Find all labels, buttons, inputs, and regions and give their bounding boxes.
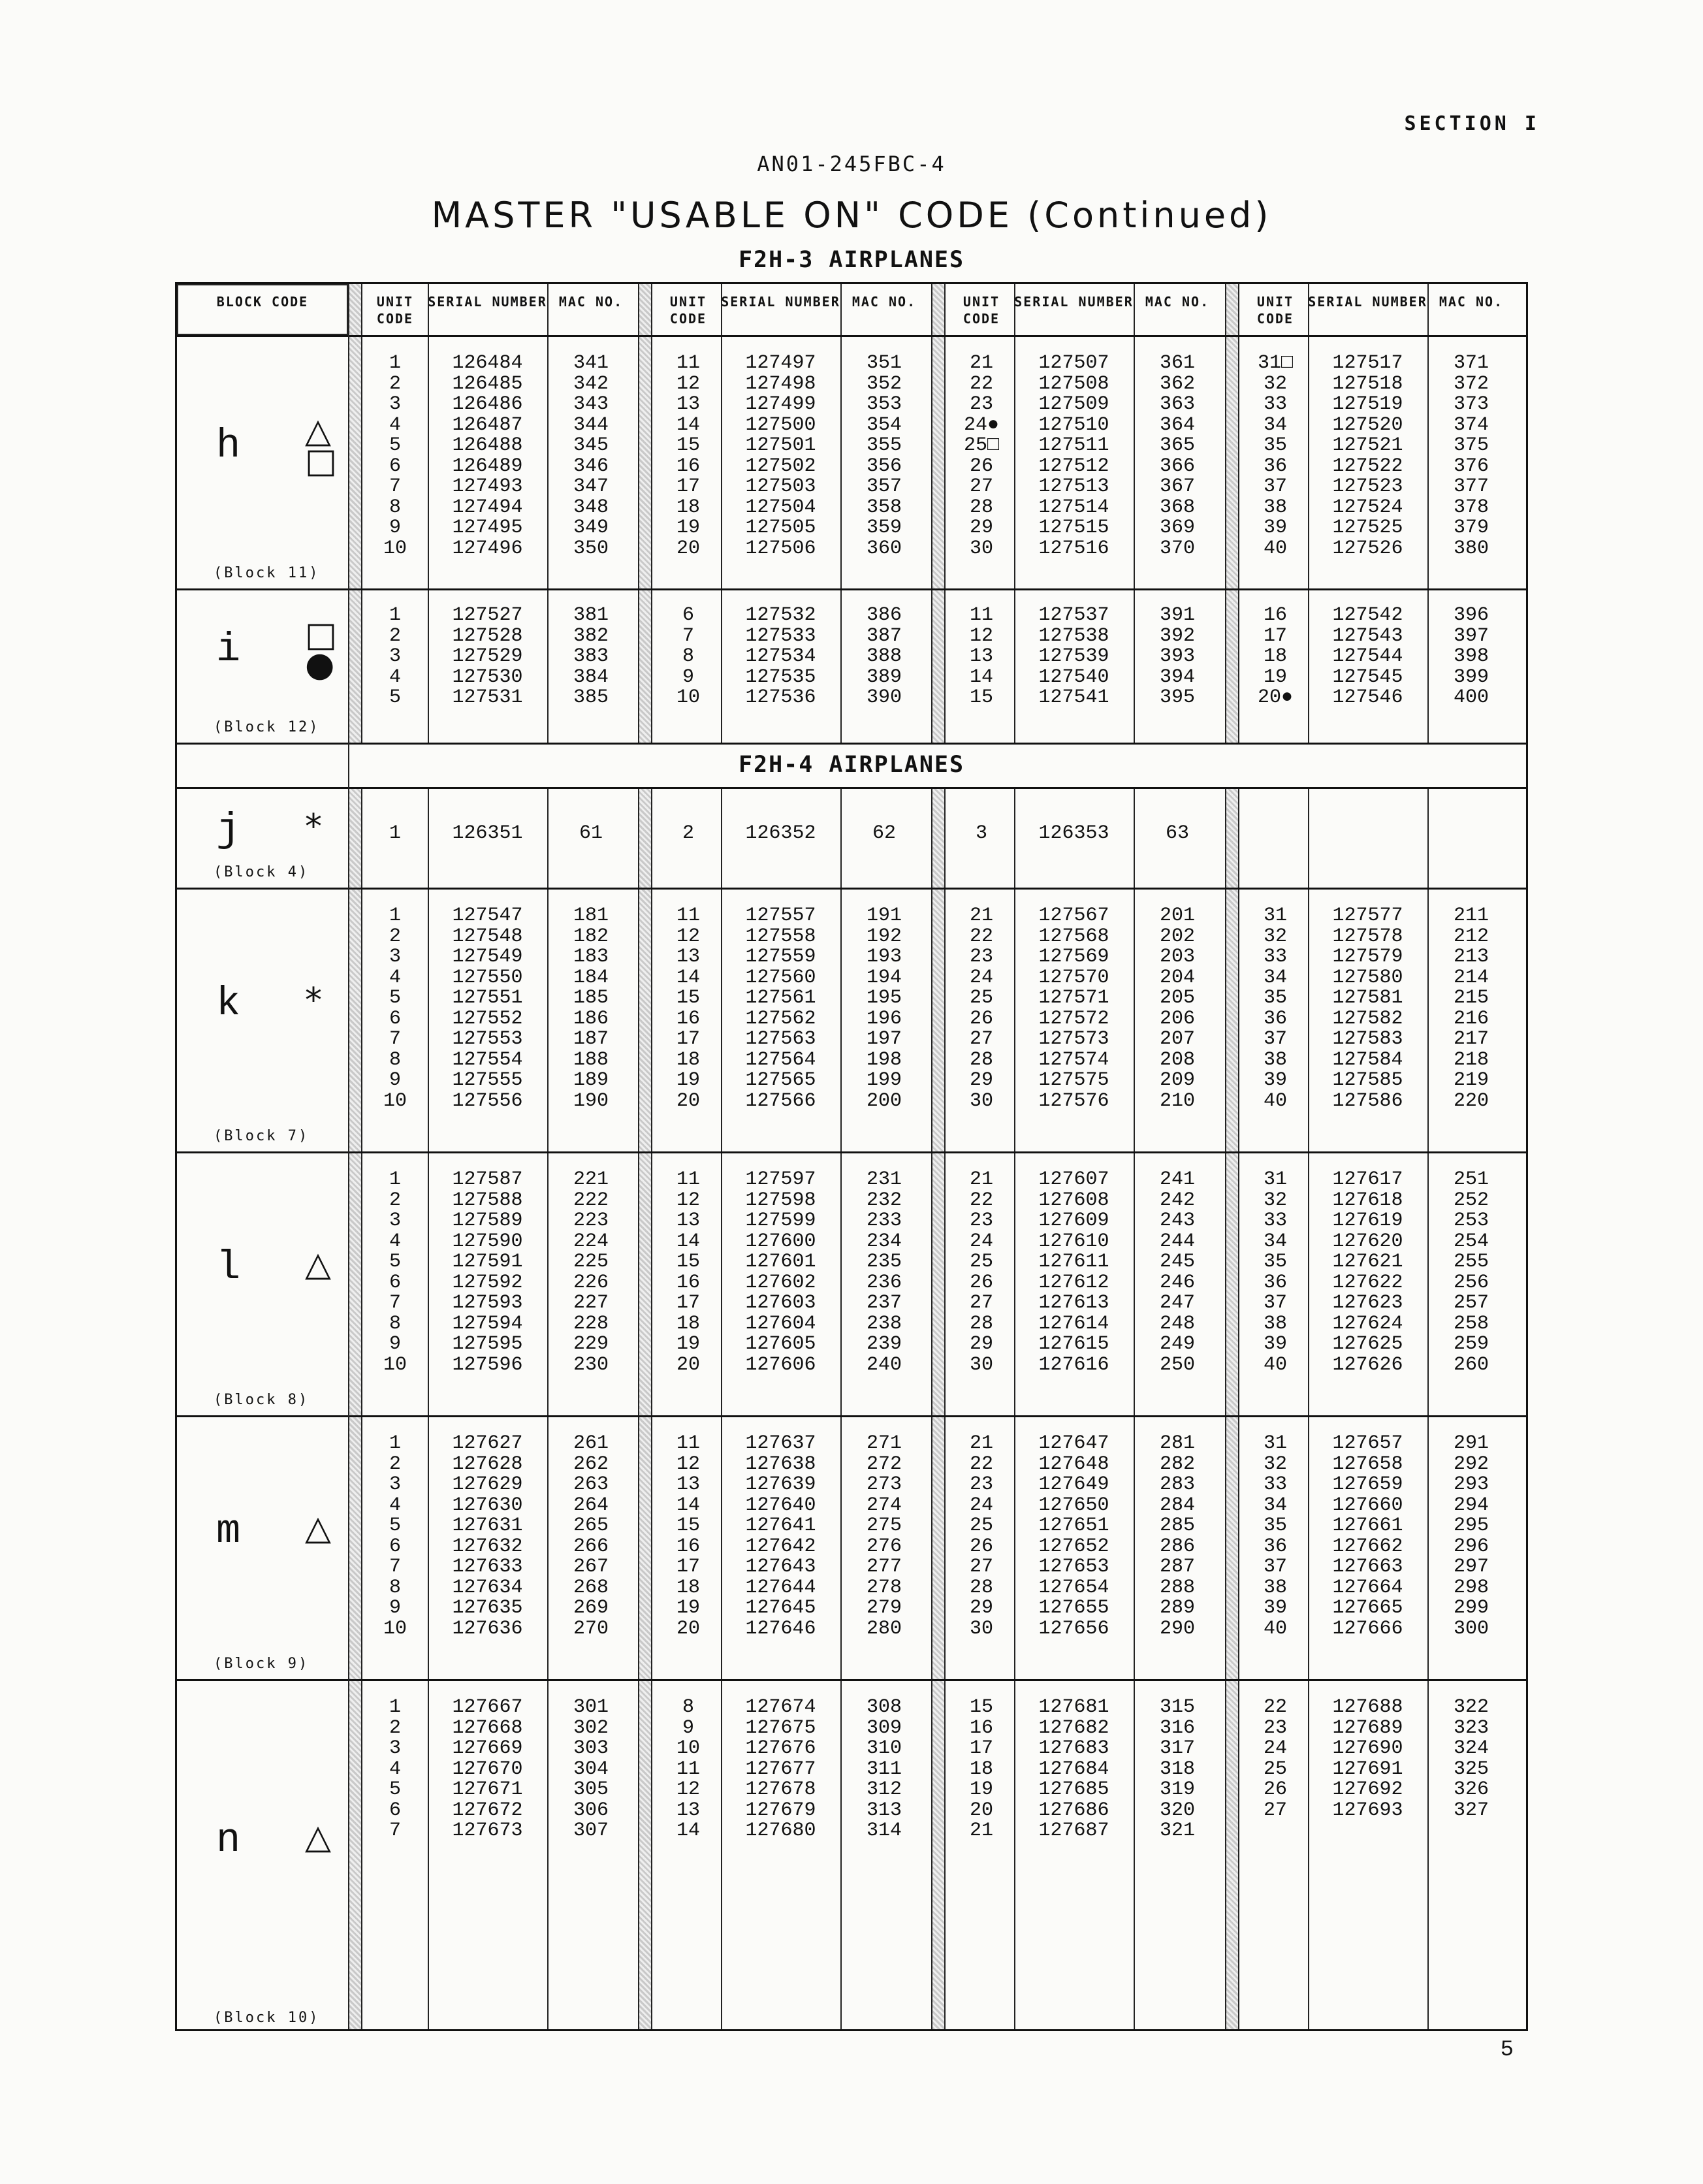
block-row-rule [177,1151,1526,1153]
mac-number-column: 271 272 273 274 275 276 277 278 279 280 [866,1432,902,1640]
block-label: (Block 9) [214,1656,310,1672]
serial-number-header: SERIAL NUMBER [1308,294,1427,310]
mac-number-column: 361 362 363 364 365 366 367 368 369 370 [1159,352,1195,560]
mac-number-column: 281 282 283 284 285 286 287 288 289 290 [1159,1432,1195,1640]
page-title: MASTER "USABLE ON" CODE (Continued) [431,195,1272,236]
block-code-divider [348,284,349,2029]
block-row-rule [177,888,1526,890]
mac-number-column: 308 309 310 311 312 313 314 [866,1696,902,1842]
unit-code-header: UNIT CODE [669,294,707,327]
header-bottom-rule [177,335,1526,337]
mac-number-column: 371 372 373 374 375 376 377 378 379 380 [1453,352,1489,560]
serial-number-header: SERIAL NUMBER [721,294,840,310]
mac-number-column: 261 262 263 264 265 266 267 268 269 270 [573,1432,609,1640]
unit-code-column: 31 32 33 34 35 36 37 38 39 40 [1263,1432,1287,1640]
section-label: SECTION I [1404,112,1540,135]
serial-number-column: 127547 127548 127549 127550 127551 127552 127553 127554 127555 127556 [452,905,523,1112]
mac-number-column: 391 392 393 394 395 [1159,604,1195,709]
mac-number-column: 191 192 193 194 195 196 197 198 199 200 [866,905,902,1112]
block-symbol: □ ● [305,615,338,684]
band-bottom-rule [177,787,1526,789]
block-row-rule [177,588,1526,590]
unit-code-column: 21 22 23 24 25 26 27 28 29 30 [969,1432,993,1640]
page-number: 5 [1500,2038,1514,2063]
mac-number-column: 341 342 343 344 345 346 347 348 349 350 [573,352,609,560]
unit-code-column: 21 22 23 24 25 26 27 28 29 30 [969,905,993,1112]
serial-number-column: 127527 127528 127529 127530 127531 [452,604,523,709]
serial-number-column: 127542 127543 127544 127545 127546 [1332,604,1403,709]
mac-number-column: 381 382 383 384 385 [573,604,609,709]
serial-number-column: 127532 127533 127534 127535 127536 [745,604,816,709]
block-letter: k [216,980,241,1027]
serial-number-column: 127627 127628 127629 127630 127631 127632 127633 127634 127635 127636 [452,1432,523,1640]
usable-on-code-table [175,282,1528,2031]
serial-number-column: 127497 127498 127499 127500 127501 127502 127503 127504 127505 127506 [745,352,816,560]
mac-number-column: 61 [579,822,603,844]
mac-no-header: MAC NO. [1439,294,1504,310]
unit-code-column: 31 32 33 34 35 36 37 38 39 40 [1263,905,1287,1112]
unit-code-header: UNIT CODE [1256,294,1294,327]
unit-code-column: 21 22 23 24● 25□ 26 27 28 29 30 [963,352,999,560]
unit-code-column: 2 [682,822,694,844]
serial-number-column: 126484 126485 126486 126487 126488 126489 127493 127494 127495 127496 [452,352,523,560]
unit-code-header: UNIT CODE [963,294,1000,327]
unit-code-column: 6 7 8 9 10 [676,604,700,709]
mac-number-column: 221 222 223 224 225 226 227 228 229 230 [573,1168,609,1376]
serial-number-column: 127517 127518 127519 127520 127521 127522 127523 127524 127525 127526 [1332,352,1403,560]
unit-code-column: 31 32 33 34 35 36 37 38 39 40 [1263,1168,1287,1376]
serial-number-column: 127688 127689 127690 127691 127692 127693 [1332,1696,1403,1822]
unit-code-column: 11 12 13 14 15 16 17 18 19 20 [676,1432,700,1640]
mac-number-column: 322 323 324 325 326 327 [1453,1696,1489,1822]
unit-code-column: 15 16 17 18 19 20 21 [969,1696,993,1842]
unit-code-column: 1 [389,822,401,844]
mac-number-column: 291 292 293 294 295 296 297 298 299 300 [1453,1432,1489,1640]
unit-code-column: 21 22 23 24 25 26 27 28 29 30 [969,1168,993,1376]
unit-code-column: 8 9 10 11 12 13 14 [676,1696,700,1842]
serial-number-column: 127507 127508 127509 127510 127511 127512 127513 127514 127515 127516 [1038,352,1109,560]
unit-code-column: 11 12 13 14 15 [969,604,993,709]
serial-number-column: 126353 [1038,822,1109,844]
serial-number-column: 127657 127658 127659 127660 127661 127662 127663 127664 127665 127666 [1332,1432,1403,1640]
serial-number-column: 127537 127538 127539 127540 127541 [1038,604,1109,709]
serial-number-column: 127674 127675 127676 127677 127678 127679 127680 [745,1696,816,1842]
unit-code-column: 3 [975,822,987,844]
mac-number-column: 396 397 398 399 400 [1453,604,1489,709]
serial-number-column: 127587 127588 127589 127590 127591 127592 127593 127594 127595 127596 [452,1168,523,1376]
unit-code-column: 22 23 24 25 26 27 [1263,1696,1287,1822]
band-top-rule [177,743,1526,745]
unit-code-column: 1 2 3 4 5 6 7 8 9 10 [383,905,407,1112]
unit-code-column: 31□ 32 33 34 35 36 37 38 39 40 [1257,352,1293,560]
block-letter: h [216,423,241,469]
block-symbol: △ [305,1245,331,1284]
serial-number-column: 126351 [452,822,523,844]
block-letter: n [216,1817,241,1863]
mac-number-column: 386 387 388 389 390 [866,604,902,709]
mac-no-header: MAC NO. [852,294,917,310]
mac-number-column: 315 316 317 318 319 320 321 [1159,1696,1195,1842]
column-separator [348,284,362,2029]
block-label: (Block 7) [214,1128,310,1144]
mac-number-column: 62 [872,822,896,844]
unit-code-column: 1 2 3 4 5 6 7 8 9 10 [383,1432,407,1640]
serial-number-column: 126352 [745,822,816,844]
block-letter: j [216,807,241,853]
mac-no-header: MAC NO. [1145,294,1210,310]
block-symbol: △ [305,1818,331,1857]
mac-number-column: 251 252 253 254 255 256 257 258 259 260 [1453,1168,1489,1376]
column-separator [931,284,946,2029]
unit-code-column: 1 2 3 4 5 6 7 [389,1696,401,1842]
mac-number-column: 301 302 303 304 305 306 307 [573,1696,609,1842]
mac-number-column: 241 242 243 244 245 246 247 248 249 250 [1159,1168,1195,1376]
unit-code-column: 11 12 13 14 15 16 17 18 19 20 [676,1168,700,1376]
serial-number-column: 127617 127618 127619 127620 127621 127622 127623 127624 127625 127626 [1332,1168,1403,1376]
block-symbol: * [305,981,322,1020]
serial-number-column: 127567 127568 127569 127570 127571 127572 127573 127574 127575 127576 [1038,905,1109,1112]
serial-number-header: SERIAL NUMBER [428,294,547,310]
column-separator [1225,284,1239,2029]
unit-code-header: UNIT CODE [376,294,414,327]
block-code-header: BLOCK CODE [216,294,309,310]
serial-number-column: 127681 127682 127683 127684 127685 127686 127687 [1038,1696,1109,1842]
mac-number-column: 201 202 203 204 205 206 207 208 209 210 [1159,905,1195,1112]
block-row-rule [177,1415,1526,1417]
serial-number-column: 127647 127648 127649 127650 127651 127652 127653 127654 127655 127656 [1038,1432,1109,1640]
serial-number-header: SERIAL NUMBER [1014,294,1134,310]
block-letter: l [216,1244,241,1291]
block-letter: m [216,1508,241,1554]
f2h4-subtitle: F2H-4 AIRPLANES [177,743,1526,787]
document-number: AN01-245FBC-4 [757,152,946,176]
block-row-rule [177,1679,1526,1681]
column-separator [638,284,652,2029]
block-label: (Block 8) [214,1392,310,1408]
unit-code-column: 1 2 3 4 5 [389,604,401,709]
serial-number-column: 127667 127668 127669 127670 127671 127672 127673 [452,1696,523,1842]
mac-number-column: 211 212 213 214 215 216 217 218 219 220 [1453,905,1489,1112]
block-label: (Block 12) [214,719,320,735]
mac-number-column: 181 182 183 184 185 186 187 188 189 190 [573,905,609,1112]
unit-code-column: 16 17 18 19 20● [1257,604,1293,709]
block-label: (Block 4) [214,864,310,880]
mac-number-column: 351 352 353 354 355 356 357 358 359 360 [866,352,902,560]
unit-code-column: 11 12 13 14 15 16 17 18 19 20 [676,905,700,1112]
serial-number-column: 127557 127558 127559 127560 127561 127562 127563 127564 127565 127566 [745,905,816,1112]
serial-number-column: 127607 127608 127609 127610 127611 127612 127613 127614 127615 127616 [1038,1168,1109,1376]
serial-number-column: 127597 127598 127599 127600 127601 127602 127603 127604 127605 127606 [745,1168,816,1376]
serial-number-column: 127637 127638 127639 127640 127641 127642 127643 127644 127645 127646 [745,1432,816,1640]
mac-number-column: 231 232 233 234 235 236 237 238 239 240 [866,1168,902,1376]
f2h3-subtitle: F2H-3 AIRPLANES [738,247,965,273]
mac-no-header: MAC NO. [558,294,624,310]
block-label: (Block 11) [214,565,320,581]
block-symbol: * [305,807,322,846]
unit-code-column: 11 12 13 14 15 16 17 18 19 20 [676,352,700,560]
block-symbol: △ [305,1509,331,1548]
block-symbol: △ □ [305,411,338,481]
block-label: (Block 10) [214,2010,320,2026]
mac-number-column: 63 [1165,822,1189,844]
unit-code-column: 1 2 3 4 5 6 7 8 9 10 [383,1168,407,1376]
block-letter: i [216,626,241,673]
unit-code-column: 1 2 3 4 5 6 7 8 9 10 [383,352,407,560]
serial-number-column: 127577 127578 127579 127580 127581 127582 127583 127584 127585 127586 [1332,905,1403,1112]
